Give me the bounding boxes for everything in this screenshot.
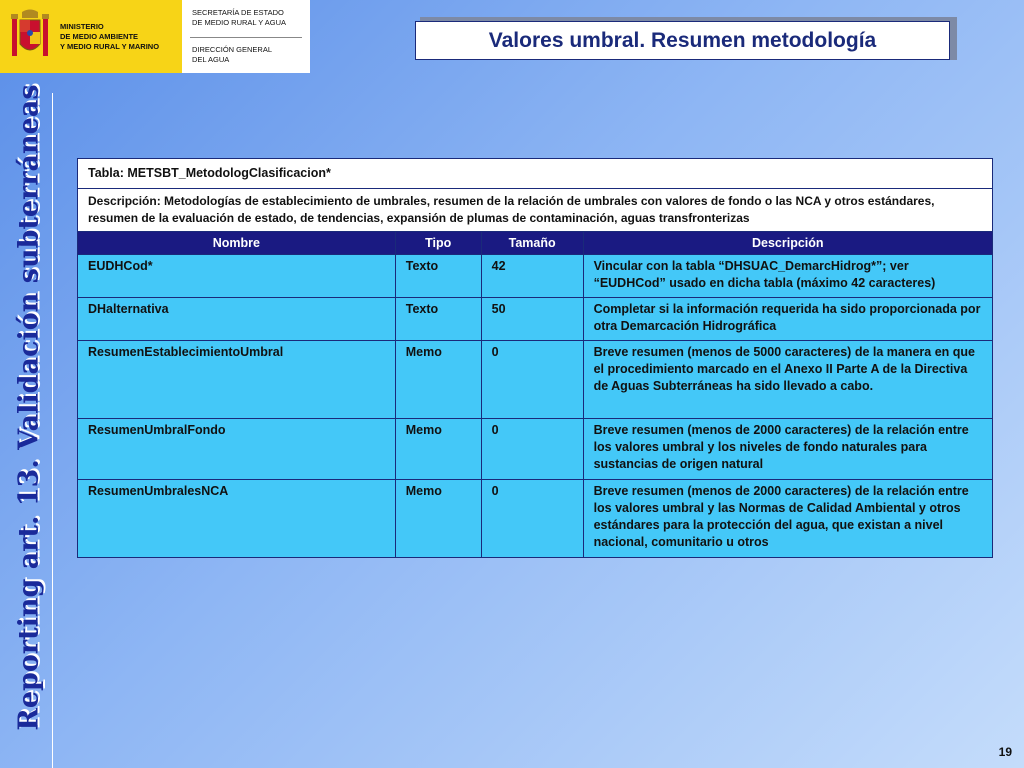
cell-nombre: DHalternativa [78,298,396,341]
table-row [78,298,993,341]
ministry-name: MINISTERIO DE MEDIO AMBIENTE Y MEDIO RURAL Y MARINO [60,22,160,51]
cell-nombre: ResumenEstablecimientoUmbral [78,341,396,419]
cell-descripcion: Breve resumen (menos de 5000 caracteres) de la manera en que el procedimiento marcado en el Anexo II Parte A de la Directiva de Aguas Subterráneas ha sido llevado a cabo. [583,341,992,419]
secretary-name: SECRETARÍA DE ESTADO DE MEDIO RURAL Y AGUA [192,8,287,27]
slide-title: Valores umbral. Resumen metodología [415,21,950,60]
page-number: 19 [998,745,1012,759]
cell-tipo: Memo [395,480,481,558]
ministry-logo-block [0,0,310,73]
column-header-tamano: Tamaño [481,232,583,255]
table-row [78,255,993,298]
cell-descripcion: Breve resumen (menos de 2000 caracteres) de la relación entre los valores umbral y las Normas de Calidad Ambiental y otros estándares para la protección del agua, que existan a nivel nacional, comunitario u otros [583,480,992,558]
table-name-row [78,159,993,189]
table-description-row [78,189,993,232]
table-description: Descripción: Metodologías de establecimiento de umbrales, resumen de la relación de umbrales con valores de fondo o las NCA y otros estándares, resumen de la evaluación de estado, de tendencias, expansión de plumas de contaminación, aguas transfronterizas [78,189,993,232]
column-header-tipo: Tipo [395,232,481,255]
cell-descripcion: Breve resumen (menos de 2000 caracteres) de la relación entre los valores umbral y los niveles de fondo naturales para sustancias de origen natural [583,419,992,480]
table-name: Tabla: METSBT_MetodologClasificacion* [78,159,993,189]
coat-of-arms-icon [10,8,50,64]
cell-tipo: Memo [395,341,481,419]
side-label-text: Reporting art. 13. Validación subterráneas [13,83,45,731]
cell-tipo: Texto [395,255,481,298]
column-header-descripcion: Descripción [583,232,992,255]
cell-tamano: 0 [481,419,583,480]
cell-tipo: Texto [395,298,481,341]
metadata-table [77,158,993,558]
table-header-row [78,232,993,255]
table-row [78,480,993,558]
cell-descripcion: Vincular con la tabla “DHSUAC_DemarcHidrog*”; ver “EUDHCod” usado en dicha tabla (máximo 42 caracteres) [583,255,992,298]
direction-name: DIRECCIÓN GENERAL DEL AGUA [192,45,273,64]
cell-tamano: 50 [481,298,583,341]
cell-tamano: 42 [481,255,583,298]
cell-nombre: ResumenUmbralesNCA [78,480,396,558]
column-header-nombre: Nombre [78,232,396,255]
ministry-logo-yellow [0,0,182,73]
table-row [78,419,993,480]
side-label [4,83,54,731]
header-divider [190,37,302,38]
cell-tipo: Memo [395,419,481,480]
cell-descripcion: Completar si la información requerida ha sido proporcionada por otra Demarcación Hidrográfica [583,298,992,341]
cell-nombre: ResumenUmbralFondo [78,419,396,480]
cell-tamano: 0 [481,341,583,419]
cell-nombre: EUDHCod* [78,255,396,298]
cell-tamano: 0 [481,480,583,558]
table-row [78,341,993,419]
